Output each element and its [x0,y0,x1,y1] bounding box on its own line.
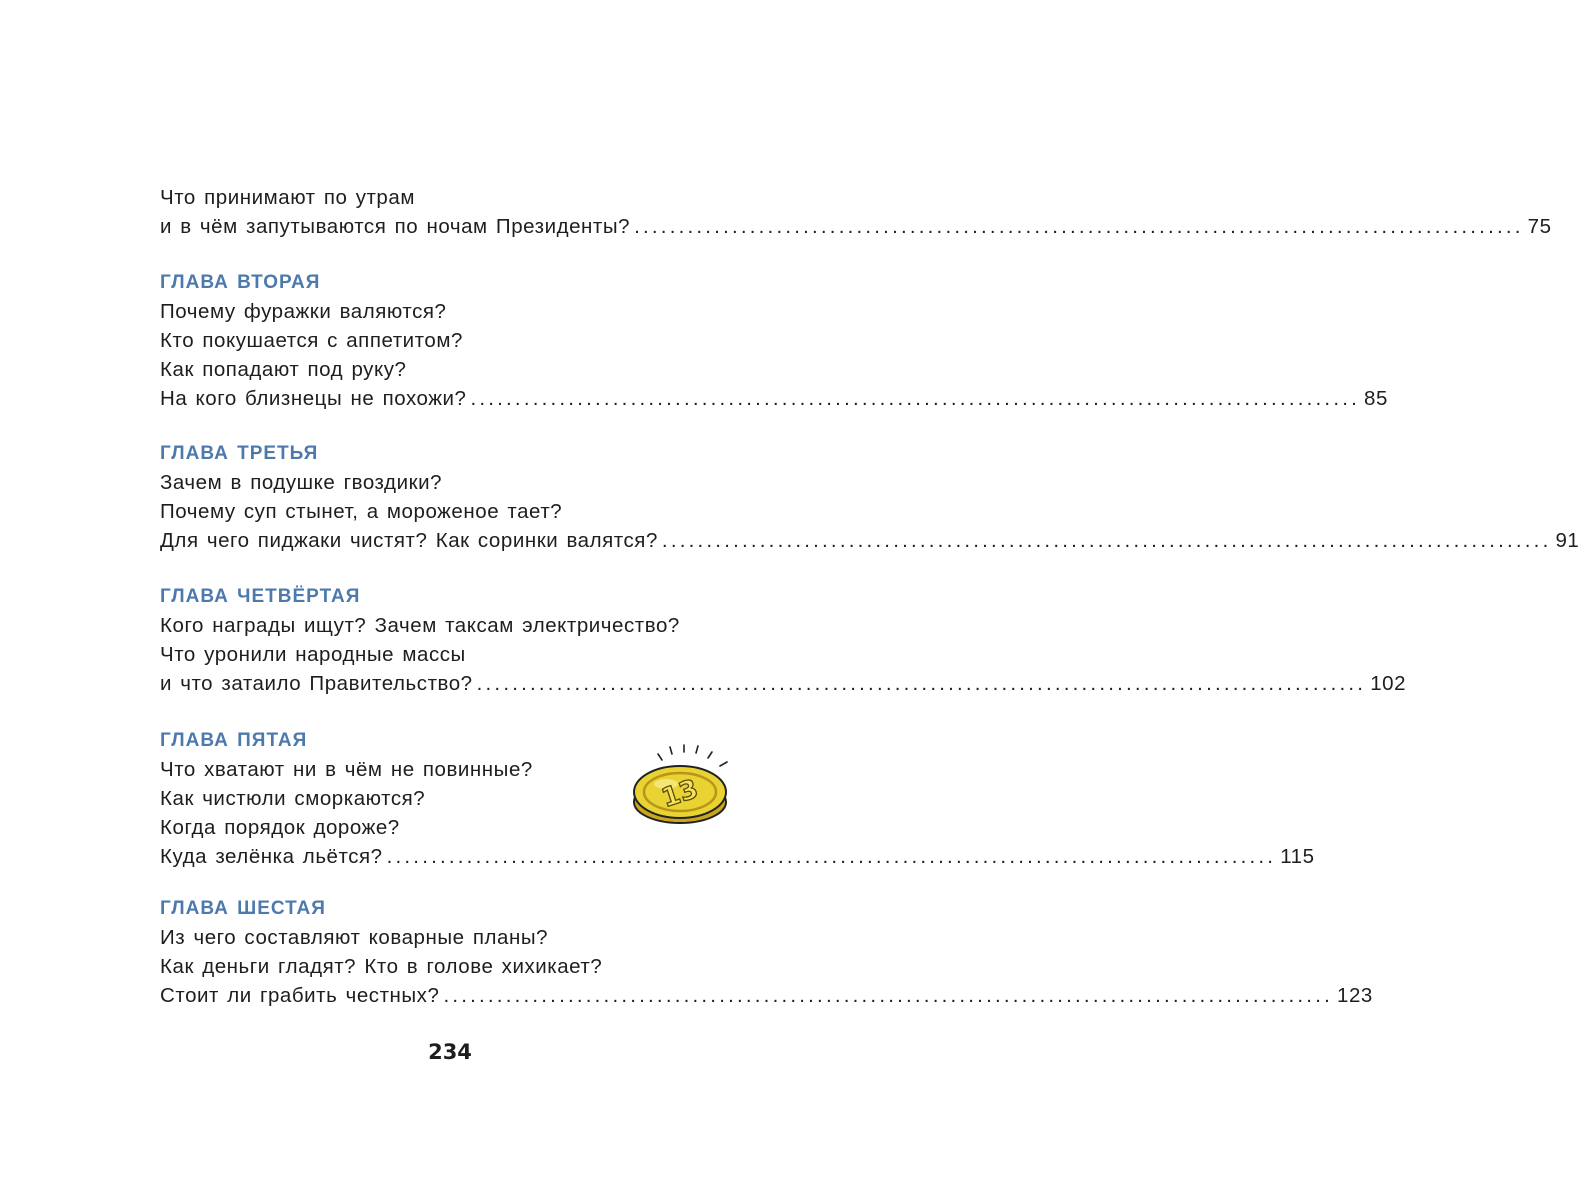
entry-text: Стоит ли грабить честных? [160,984,440,1007]
toc-entry-intro [160,183,1552,241]
page-number: 123 [1337,984,1373,1007]
entry-text: и в чём запутываются по ночам Президенты? [160,215,631,238]
entry-text: и что затаило Правительство? [160,672,473,695]
entry-last-line [160,981,1373,1010]
page-number: 102 [1370,672,1407,695]
chapter-heading: ГЛАВА ПЯТАЯ [160,730,308,751]
toc-chapter-4 [160,582,1407,698]
coin-number: 13 [658,774,702,814]
page-number: 75 [1527,215,1552,238]
entry-line: Кого награды ищут? Зачем таксам электричество? [160,614,680,637]
dot-leader: .................................................................................................... [443,984,1333,1007]
entry-line: Что принимают по утрам [160,186,415,209]
chapter-heading: ГЛАВА ЧЕТВЁРТАЯ [160,586,361,607]
toc-chapter-2 [160,268,1388,413]
dot-leader: .................................................................................................... [386,845,1277,868]
entry-line: Как попадают под руку? [160,358,407,381]
entry-text: Куда зелёнка льётся? [160,845,383,868]
page-number: 85 [1364,387,1388,410]
entry-line: Что хватают ни в чём не повинные? [160,758,533,781]
chapter-heading: ГЛАВА ШЕСТАЯ [160,898,326,919]
entry-line: Когда порядок дороже? [160,816,400,839]
entry-line: Почему суп стынет, а мороженое тает? [160,500,563,523]
entry-line: Почему фуражки валяются? [160,300,447,323]
chapter-heading: ГЛАВА ВТОРАЯ [160,272,321,293]
entry-last-line [160,212,1552,241]
entry-last-line [160,384,1388,413]
entry-line: Зачем в подушке гвоздики? [160,471,443,494]
entry-line: Как деньги гладят? Кто в голове хихикает? [160,955,603,978]
entry-last-line [160,526,1579,555]
entry-line: Как чистюли сморкаются? [160,787,426,810]
entry-text: Для чего пиджаки чистят? Как соринки валятся? [160,529,658,552]
dot-leader: .................................................................................................... [661,529,1552,552]
page-number: 91 [1555,529,1579,552]
entry-text: На кого близнецы не похожи? [160,387,467,410]
entry-last-line [160,669,1407,698]
chapter-heading: ГЛАВА ТРЕТЬЯ [160,443,319,464]
page-folio: 234 [428,1040,472,1064]
dot-leader: .................................................................................................... [476,672,1367,695]
gold-coin-icon [628,742,738,832]
page-number: 115 [1280,845,1315,868]
entry-line: Из чего составляют коварные планы? [160,926,549,949]
entry-line: Что уронили народные массы [160,643,466,666]
dot-leader: .................................................................................................... [470,387,1361,410]
entry-line: Кто покушается с аппетитом? [160,329,463,352]
dot-leader: .................................................................................................... [634,215,1524,238]
toc-chapter-6 [160,894,1373,1010]
toc-chapter-3 [160,439,1579,555]
entry-last-line [160,842,1315,871]
